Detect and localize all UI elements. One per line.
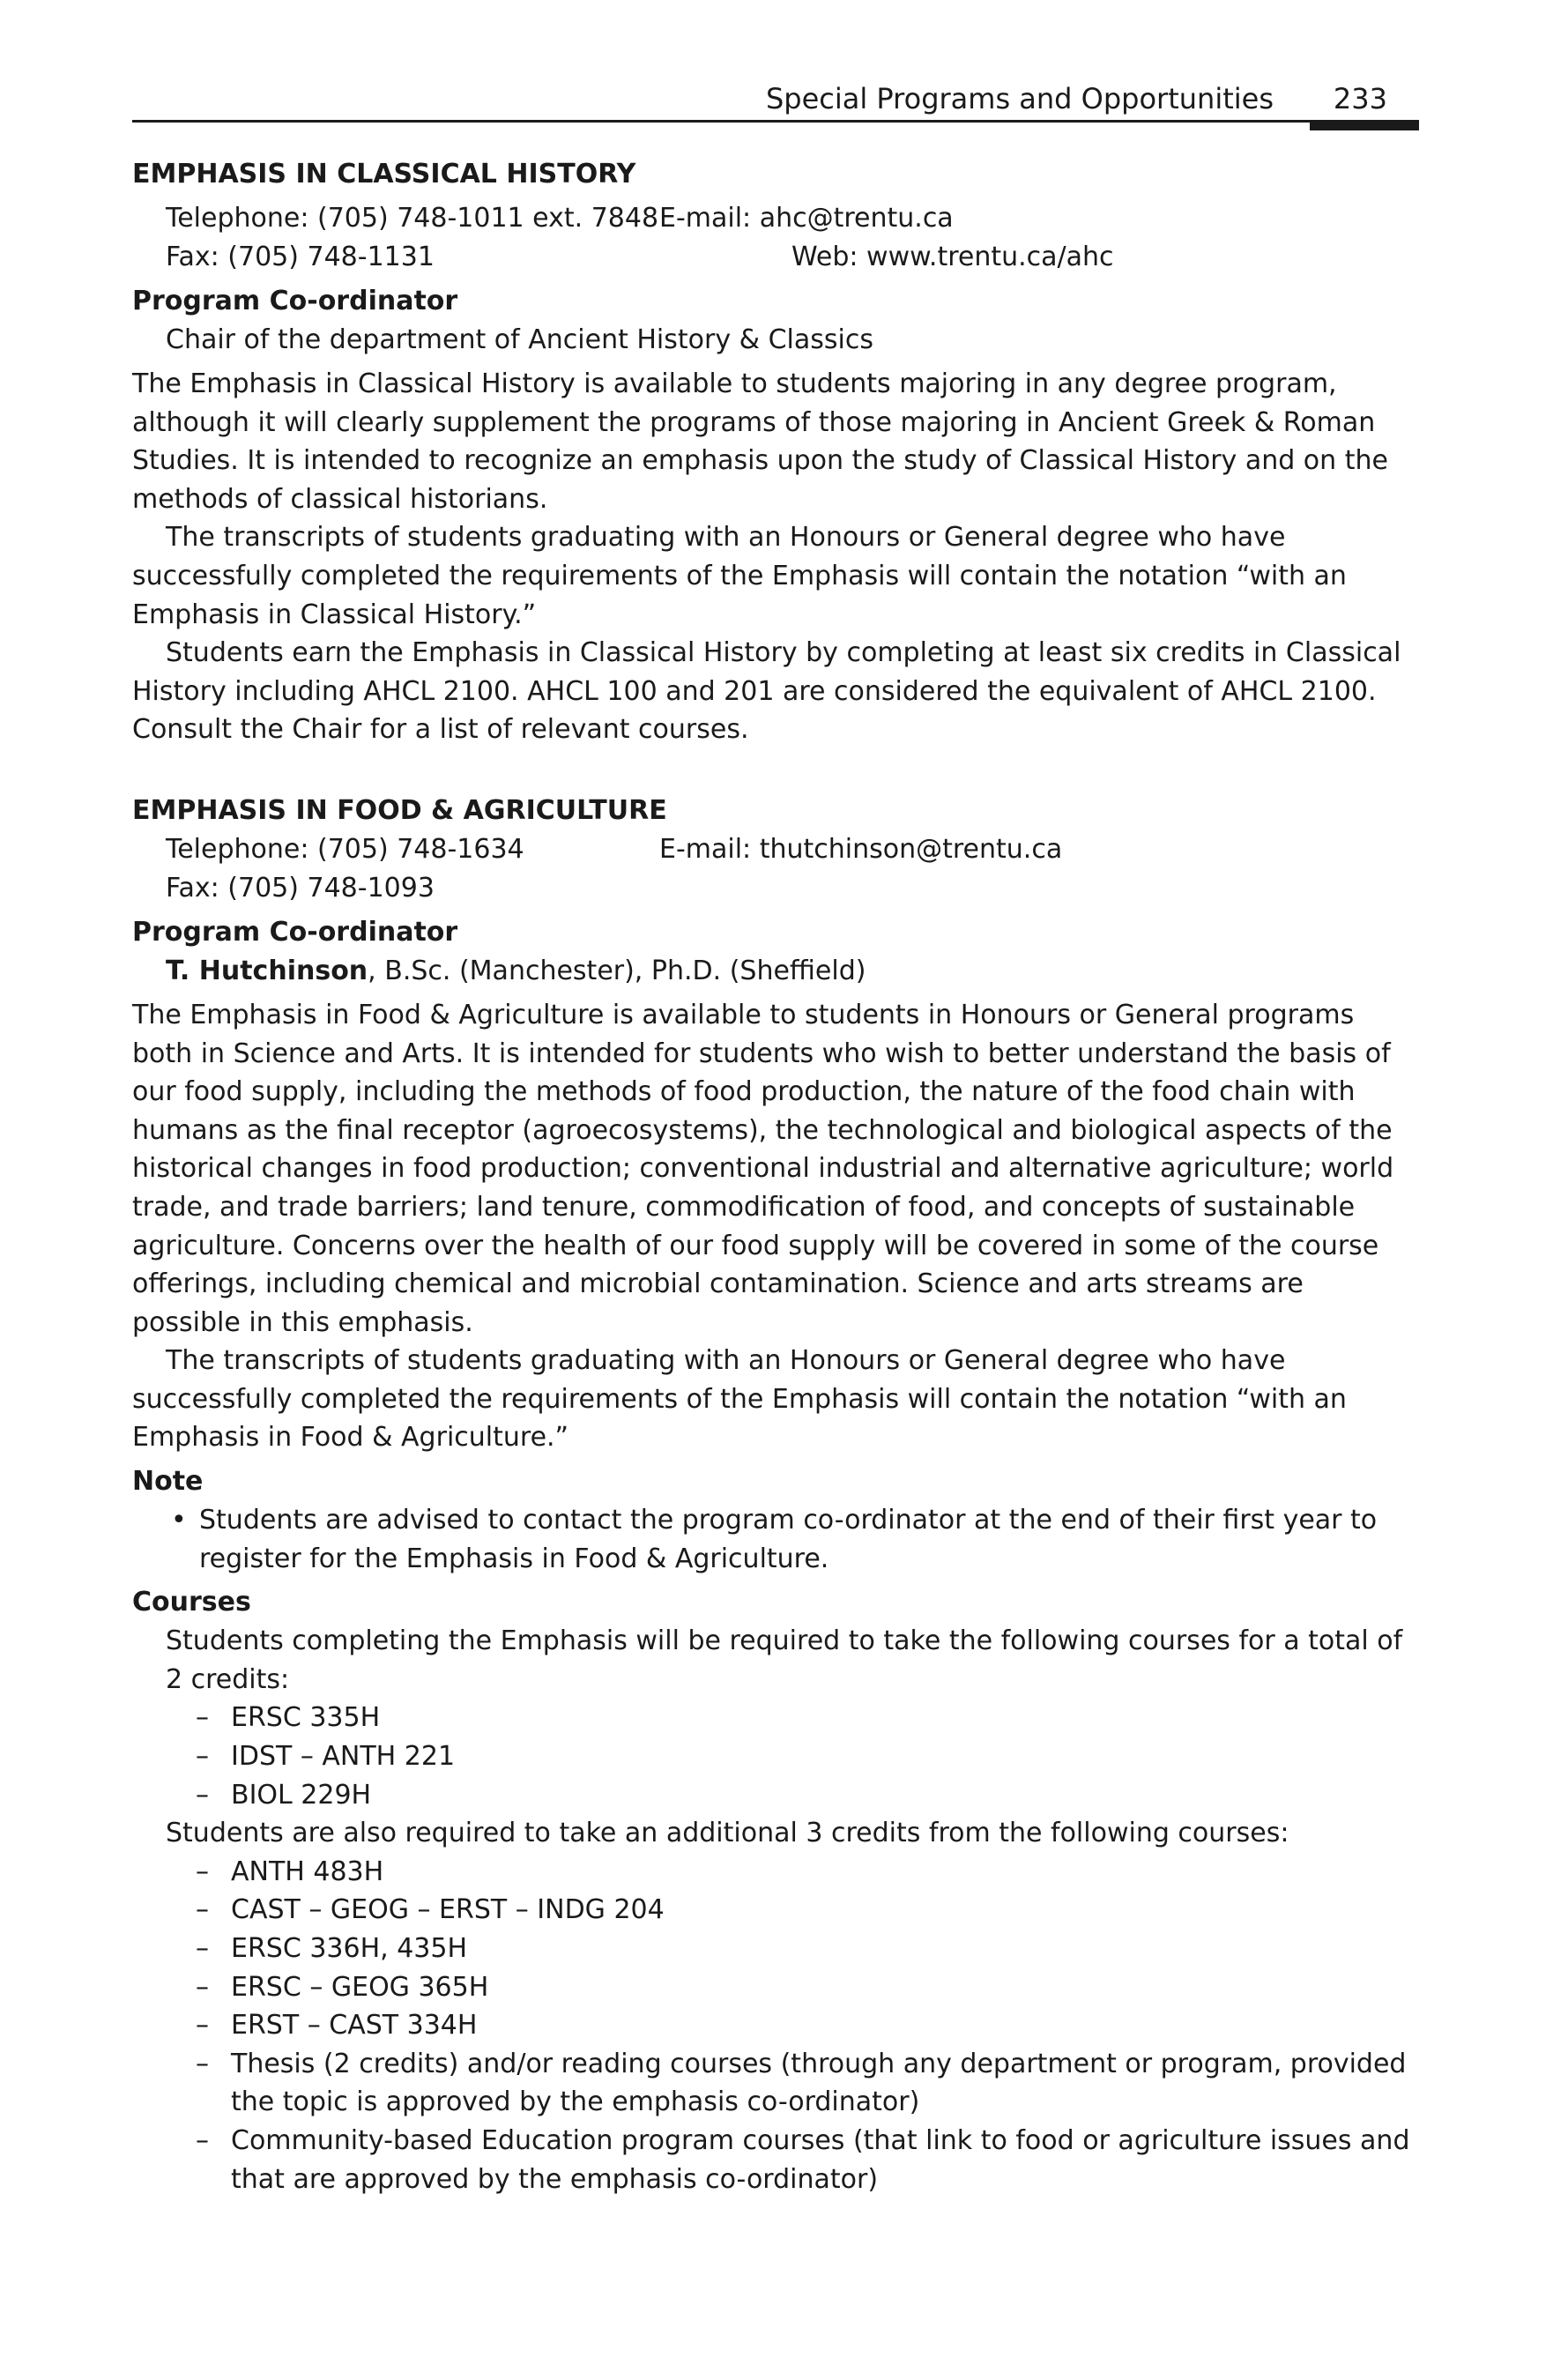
dash-mark: – [196, 1894, 209, 1926]
course-item: – ANTH 483H [132, 1853, 1419, 1892]
contact-row [132, 869, 1419, 908]
page-content [132, 155, 1419, 2198]
paragraph: The transcripts of students graduating with an Honours or General degree who have successfully completed the requirements of the Emphasis will contain the notation “with an Emphasis in Food & Agriculture.” [132, 1345, 1347, 1454]
course-item: – Community-based Education program courses (that link to food or agriculture issues and that are approved by the emphasis co-ordinator) [132, 2122, 1419, 2198]
telephone: Telephone: (705) 748-1011 ext. 7848 [166, 203, 659, 234]
section-food-agriculture [132, 792, 1419, 2198]
dash-mark: – [196, 1933, 209, 1964]
note-heading: Note [132, 1466, 204, 1498]
coordinator [132, 952, 1419, 991]
paragraph: The transcripts of students graduating with an Honours or General degree who have successfully completed the requirements of the Emphasis will contain the notation “with an Emphasis in Classical History.” [132, 522, 1347, 630]
dash-mark: – [196, 2124, 209, 2156]
paragraph: The Emphasis in Food & Agriculture is available to students in Honours or General programs both in Science and Arts. It is intended for students who wish to better understand the basis of our food supply, including the methods of food production, the nature of the food chain with humans as the final receptor (agroecosystems), the technological and biological aspects of the historical changes in food production; conventional industrial and alternative agriculture; world trade, and trade barriers; land tenure, commodification of food, and concepts of sustainable agriculture. Concerns over the health of our food supply will be covered in some of the course offerings, including chemical and microbial contamination. Science and arts streams are possible in this emphasis. [132, 999, 1394, 1338]
course-item: – ERSC – GEOG 365H [132, 1968, 1419, 2007]
dash-mark: – [196, 1856, 209, 1887]
coordinator-name: T. Hutchinson [166, 955, 368, 986]
required-course-list [132, 1699, 1419, 1814]
note-bullet-item [132, 1501, 1419, 1578]
note-text: Students are advised to contact the program co-ordinator at the end of their first year to register for the Emphasis in Food & Agriculture. [199, 1505, 1378, 1574]
dash-mark: – [196, 2010, 209, 2042]
running-header [132, 79, 1419, 132]
telephone: Telephone: (705) 748-1634 [166, 833, 524, 865]
header-rule [132, 120, 1419, 123]
bullet-mark: • [171, 1505, 187, 1536]
course-item: – ERST – CAST 334H [132, 2006, 1419, 2045]
coordinator-heading: Program Co-ordinator [132, 916, 458, 948]
fax: Fax: (705) 748-1131 [166, 242, 435, 272]
page-number: 233 [1333, 82, 1387, 115]
dash-mark: – [196, 1971, 209, 2003]
paragraph: The Emphasis in Classical History is available to students majoring in any degree program, although it will clearly supplement the programs of those majoring in Ancient Greek & Roman Studies. It is intended to recognize an emphasis upon the study of Classical History and on the methods of classical historians. [132, 368, 1388, 515]
section-classical-history [132, 155, 1419, 749]
contact-row [132, 238, 1419, 277]
dash-mark: – [196, 1779, 209, 1811]
contact-row [132, 830, 1419, 869]
courses-intro: Students completing the Emphasis will be required to take the following courses for a total of 2 credits: [166, 1625, 1403, 1695]
dash-mark: – [196, 1741, 209, 1773]
additional-intro: Students are also required to take an additional 3 credits from the following courses: [166, 1818, 1289, 1849]
dash-mark: – [196, 1702, 209, 1734]
course-item: – IDST – ANTH 221 [132, 1737, 1419, 1776]
coordinator: Chair of the department of Ancient History & Classics [166, 324, 873, 355]
contact-row [132, 199, 1419, 238]
header-rule-thick [1310, 120, 1419, 130]
coordinator-heading: Program Co-ordinator [132, 286, 458, 316]
course-item: – ERSC 336H, 435H [132, 1930, 1419, 1968]
email: E-mail: ahc@trentu.ca [659, 203, 954, 234]
course-item: – BIOL 229H [132, 1776, 1419, 1815]
additional-course-list [132, 1853, 1419, 2198]
fax: Fax: (705) 748-1093 [166, 872, 435, 904]
section-heading: EMPHASIS IN FOOD & AGRICULTURE [132, 794, 667, 826]
email: E-mail: thutchinson@trentu.ca [659, 833, 1063, 865]
coordinator-credentials: , B.Sc. (Manchester), Ph.D. (Sheffield) [368, 955, 866, 986]
dash-mark: – [196, 2048, 209, 2079]
paragraph: Students earn the Emphasis in Classical History by completing at least six credits in Classical History including AHCL 2100. AHCL 100 and 201 are considered the equivalent of AHCL 2100. Consult the Chair for a list of relevant courses. [132, 637, 1401, 746]
course-item: – Thesis (2 credits) and/or reading courses (through any department or program, provided the topic is approved by the emphasis co-ordinator) [132, 2045, 1419, 2122]
section-heading: EMPHASIS IN CLASSICAL HISTORY [132, 159, 636, 190]
web-link[interactable]: Web: www.trentu.ca/ahc [791, 242, 1114, 272]
running-title: Special Programs and Opportunities [765, 82, 1274, 115]
course-item: – ERSC 335H [132, 1699, 1419, 1737]
course-item: – CAST – GEOG – ERST – INDG 204 [132, 1891, 1419, 1930]
courses-heading: Courses [132, 1587, 251, 1618]
